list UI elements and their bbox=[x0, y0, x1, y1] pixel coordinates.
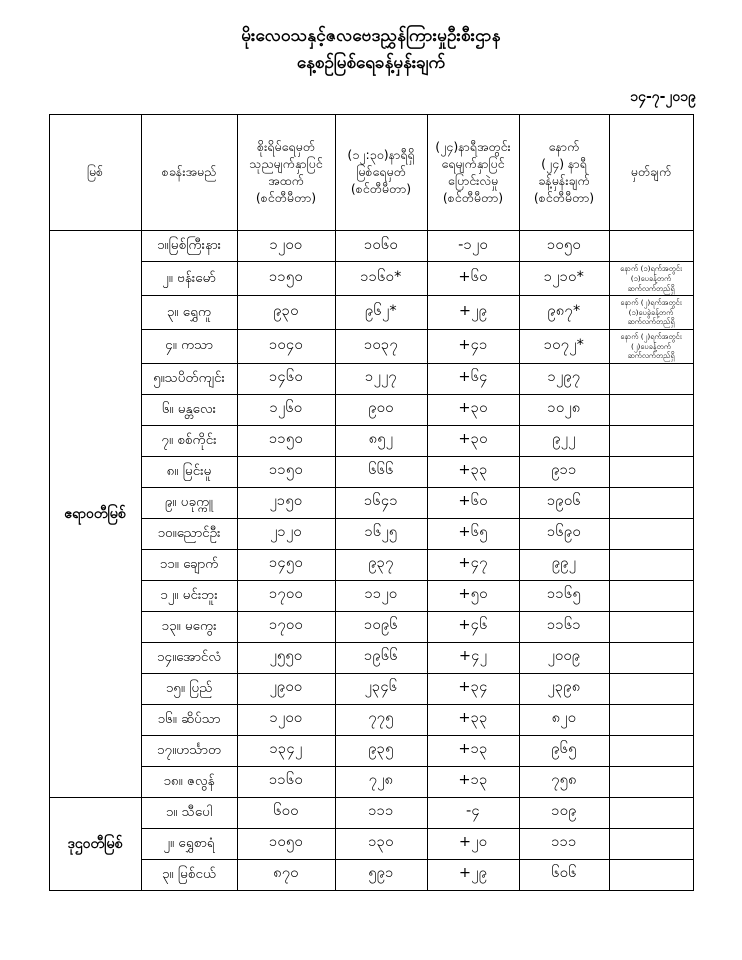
station-name-cell: ၂။ ဗန်းမော် bbox=[141, 262, 237, 296]
current-level-cell: ၁၁၁ bbox=[335, 797, 427, 828]
forecast-unit: (စင်တီမီတာ) bbox=[533, 189, 595, 205]
remark-line: နောက် (၁)ရက်အတွင်း bbox=[620, 264, 682, 274]
change-line3: ပြောင်းလဲမှု bbox=[447, 172, 499, 188]
table-row bbox=[49, 363, 693, 394]
forecast-level-cell: ၁၀၇၂* bbox=[519, 330, 609, 364]
table-row bbox=[49, 487, 693, 518]
level-change-cell: +၁၃ bbox=[427, 766, 519, 797]
danger-level-cell: ၁၄၅၀ bbox=[237, 549, 335, 580]
station-name-cell: ၇။ စစ်ကိုင်း bbox=[141, 425, 237, 456]
forecast-level-cell: ၁၀၅၀ bbox=[519, 231, 609, 262]
level-change-cell: +၄၂ bbox=[427, 642, 519, 673]
current-level-line2: မြစ်ရေမှတ် bbox=[356, 164, 406, 180]
remark-cell bbox=[609, 456, 693, 487]
forecast-level-cell: ၉၁၁ bbox=[519, 456, 609, 487]
remark-cell bbox=[609, 673, 693, 704]
danger-level-cell: ၂၉၀၀ bbox=[237, 673, 335, 704]
remark-cell bbox=[609, 330, 693, 364]
table-row bbox=[49, 456, 693, 487]
forecast-level-cell: ၁၁၁ bbox=[519, 828, 609, 859]
table-row bbox=[49, 296, 693, 330]
table-row bbox=[49, 231, 693, 262]
station-name-cell: ၁၇။ဟင်္သာတ bbox=[141, 735, 237, 766]
danger-level-cell: ၁၁၅၀ bbox=[237, 262, 335, 296]
remark-cell bbox=[609, 797, 693, 828]
current-level-unit: (စင်တီမီတာ) bbox=[350, 181, 412, 197]
danger-level-cell: ၁၄၆၀ bbox=[237, 363, 335, 394]
table-row bbox=[49, 580, 693, 611]
column-header-change bbox=[427, 115, 519, 231]
station-name-cell: ၁၆။ ဆိပ်သာ bbox=[141, 704, 237, 735]
danger-level-cell: ၁၁၅၀ bbox=[237, 456, 335, 487]
level-change-cell: +၅၀ bbox=[427, 580, 519, 611]
table-row bbox=[49, 549, 693, 580]
station-name-cell: ၃။ မြစ်ငယ် bbox=[141, 859, 237, 890]
level-change-cell: +၆၄ bbox=[427, 363, 519, 394]
level-change-cell: +၄၇ bbox=[427, 549, 519, 580]
level-change-cell: +၁၃ bbox=[427, 735, 519, 766]
forecast-level-cell: ၈၂၀ bbox=[519, 704, 609, 735]
danger-level-cell: ၂၅၅၀ bbox=[237, 642, 335, 673]
remark-cell bbox=[609, 549, 693, 580]
column-header-forecast bbox=[519, 115, 609, 231]
river-group-label: ဒုဌဝတီမြစ် bbox=[49, 797, 141, 890]
table-row bbox=[49, 642, 693, 673]
forecast-level-cell: ၉၉၂ bbox=[519, 549, 609, 580]
table-row bbox=[49, 673, 693, 704]
table-row bbox=[49, 394, 693, 425]
station-name-cell: ၉။ ပခုက္ကူ bbox=[141, 487, 237, 518]
danger-level-cell: ၁၂၀၀ bbox=[237, 231, 335, 262]
current-level-cell: ၈၅၂ bbox=[335, 425, 427, 456]
forecast-level-cell: ၁၂၉၇ bbox=[519, 363, 609, 394]
level-change-cell: +၃၃ bbox=[427, 704, 519, 735]
document-date: ၁၄-၇-၂၀၁၉ bbox=[630, 89, 696, 106]
level-change-cell: +၃၃ bbox=[427, 456, 519, 487]
document-header bbox=[0, 0, 742, 75]
column-header-remark: မှတ်ချက် bbox=[609, 115, 693, 231]
danger-level-unit: (စင်တီမီတာ) bbox=[255, 189, 317, 205]
level-change-cell: +၆၅ bbox=[427, 518, 519, 549]
current-level-line1: (၁၂:၃၀)နာရီရှိ bbox=[347, 147, 415, 163]
station-name-cell: ၁၃။ မကွေး bbox=[141, 611, 237, 642]
remark-line: (၁)ပေခွဲခန့်တက် bbox=[628, 307, 674, 317]
station-name-cell: ၁၂။ မင်းဘူး bbox=[141, 580, 237, 611]
danger-level-line2: သုညမျက်နှာပြင် bbox=[249, 155, 323, 171]
danger-level-cell: ၈၇၀ bbox=[237, 859, 335, 890]
column-header-danger-level bbox=[237, 115, 335, 231]
table-row bbox=[49, 704, 693, 735]
forecast-level-cell: ၂၃၉၈ bbox=[519, 673, 609, 704]
remark-cell bbox=[609, 766, 693, 797]
current-level-cell: ၁၀၉၆ bbox=[335, 611, 427, 642]
current-level-cell: ၁၁၂၀ bbox=[335, 580, 427, 611]
station-name-cell: ၁။ သီပေါ bbox=[141, 797, 237, 828]
remark-line: (၂)ပေခန့်တက် bbox=[630, 341, 672, 351]
current-level-cell: ၁၀၆၀ bbox=[335, 231, 427, 262]
current-level-cell: ၉၀၀ bbox=[335, 394, 427, 425]
forecast-level-cell: ၁၆၉၀ bbox=[519, 518, 609, 549]
column-header-river: မြစ် bbox=[49, 115, 141, 231]
current-level-cell: ၆၆၆ bbox=[335, 456, 427, 487]
danger-level-cell: ၁၃၄၂ bbox=[237, 735, 335, 766]
table-row bbox=[49, 330, 693, 364]
table-row bbox=[49, 766, 693, 797]
forecast-level-cell: ၉၈၇* bbox=[519, 296, 609, 330]
forecast-level-cell: ၆၀၆ bbox=[519, 859, 609, 890]
level-change-cell: +၃၄ bbox=[427, 673, 519, 704]
forecast-level-cell: ၁၁၆၅ bbox=[519, 580, 609, 611]
station-name-cell: ၄။ ကသာ bbox=[141, 330, 237, 364]
level-change-cell: +၂၉ bbox=[427, 296, 519, 330]
level-change-cell: +၃၀ bbox=[427, 394, 519, 425]
forecast-level-cell: ၁၂၁၀* bbox=[519, 262, 609, 296]
table-row bbox=[49, 828, 693, 859]
current-level-cell: ၉၃၅ bbox=[335, 735, 427, 766]
remark-cell bbox=[609, 394, 693, 425]
remark-cell bbox=[609, 262, 693, 296]
table-header-row bbox=[49, 115, 693, 231]
table-row bbox=[49, 262, 693, 296]
danger-level-cell: ၂၁၂၀ bbox=[237, 518, 335, 549]
table-row bbox=[49, 518, 693, 549]
station-name-cell: ၁၄။အောင်လံ bbox=[141, 642, 237, 673]
station-name-cell: ၅။သပိတ်ကျင်း bbox=[141, 363, 237, 394]
current-level-cell: ၁၆၂၅ bbox=[335, 518, 427, 549]
remark-line: ဆက်လက်တည်ရှိ bbox=[627, 283, 675, 293]
danger-level-line1: စိုးရိမ်ရေမှတ် bbox=[257, 139, 315, 155]
station-name-cell: ၈။ မြင်းမူ bbox=[141, 456, 237, 487]
remark-cell bbox=[609, 580, 693, 611]
document-subtitle: နေ့စဉ်မြစ်ရေခန့်မှန်းချက် bbox=[296, 52, 446, 73]
current-level-cell: ၇၇၅ bbox=[335, 704, 427, 735]
current-level-cell: ၁၂၂၇ bbox=[335, 363, 427, 394]
remark-cell bbox=[609, 859, 693, 890]
level-change-cell: +၆၀ bbox=[427, 487, 519, 518]
current-level-cell: ၁၁၆၀* bbox=[335, 262, 427, 296]
remark-cell bbox=[609, 296, 693, 330]
current-level-cell: ၉၃၇ bbox=[335, 549, 427, 580]
level-change-cell: +၃၀ bbox=[427, 425, 519, 456]
danger-level-cell: ၁၀၄၀ bbox=[237, 330, 335, 364]
forecast-level-cell: ၉၆၅ bbox=[519, 735, 609, 766]
remark-line: နောက် (၂)ရက်အတွင်း bbox=[620, 298, 682, 308]
table-row bbox=[49, 797, 693, 828]
current-level-cell: ၂၃၄၆ bbox=[335, 673, 427, 704]
current-level-cell: ၅၉၁ bbox=[335, 859, 427, 890]
table-row bbox=[49, 859, 693, 890]
danger-level-cell: ၉၃၀ bbox=[237, 296, 335, 330]
danger-level-cell: ၁၂၆၀ bbox=[237, 394, 335, 425]
forecast-level-cell: ၁၀၉ bbox=[519, 797, 609, 828]
current-level-cell: ၇၂၈ bbox=[335, 766, 427, 797]
station-name-cell: ၆။ မန္တလေး bbox=[141, 394, 237, 425]
danger-level-cell: ၂၁၅၀ bbox=[237, 487, 335, 518]
danger-level-cell: ၁၁၆၀ bbox=[237, 766, 335, 797]
remark-cell bbox=[609, 487, 693, 518]
forecast-level-cell: ၁၉၀၆ bbox=[519, 487, 609, 518]
danger-level-cell: ၁၇၀၀ bbox=[237, 611, 335, 642]
column-header-station: စခန်းအမည် bbox=[141, 115, 237, 231]
level-change-cell: +၄၆ bbox=[427, 611, 519, 642]
river-group-label: ဧရာဝတီမြစ် bbox=[49, 231, 141, 798]
remark-line: နောက် (၂)ရက်အတွင်း bbox=[620, 332, 682, 342]
current-level-cell: ၁၀၃၇ bbox=[335, 330, 427, 364]
level-change-cell: +၆၀ bbox=[427, 262, 519, 296]
table-row bbox=[49, 735, 693, 766]
change-line2: ရေမျက်နှာပြင် bbox=[441, 155, 505, 171]
table-row bbox=[49, 611, 693, 642]
station-name-cell: ၁။မြစ်ကြီးနား bbox=[141, 231, 237, 262]
remark-cell bbox=[609, 611, 693, 642]
forecast-line2: (၂၄) နာရီ bbox=[541, 155, 587, 171]
danger-level-cell: ၁၀၅၀ bbox=[237, 828, 335, 859]
level-change-cell: +၂၉ bbox=[427, 859, 519, 890]
forecast-level-cell: ၁၁၆၁ bbox=[519, 611, 609, 642]
current-level-cell: ၁၃၀ bbox=[335, 828, 427, 859]
forecast-level-cell: ၇၅၈ bbox=[519, 766, 609, 797]
station-name-cell: ၂။ ရွှေစာရံ bbox=[141, 828, 237, 859]
table-body bbox=[49, 231, 693, 891]
danger-level-line3: အထက် bbox=[268, 172, 304, 188]
change-unit: (စင်တီမီတာ) bbox=[442, 189, 504, 205]
remark-line: ဆက်လက်တည်ရှိ bbox=[627, 351, 675, 361]
level-change-cell: +၂၀ bbox=[427, 828, 519, 859]
forecast-level-cell: ၂၀၀၉ bbox=[519, 642, 609, 673]
danger-level-cell: ၁၂၀၀ bbox=[237, 704, 335, 735]
current-level-cell: ၁၆၄၁ bbox=[335, 487, 427, 518]
station-name-cell: ၁၅။ ပြည် bbox=[141, 673, 237, 704]
level-change-cell: -၁၂၀ bbox=[427, 231, 519, 262]
remark-cell bbox=[609, 704, 693, 735]
station-name-cell: ၁၁။ ချောက် bbox=[141, 549, 237, 580]
table-row bbox=[49, 425, 693, 456]
danger-level-cell: ၁၁၅၀ bbox=[237, 425, 335, 456]
forecast-line3: ခန့်မှန်းချက် bbox=[538, 172, 590, 188]
remark-cell bbox=[609, 828, 693, 859]
station-name-cell: ၁၈။ ဇလွန် bbox=[141, 766, 237, 797]
current-level-cell: ၁၉၆၆ bbox=[335, 642, 427, 673]
remark-cell bbox=[609, 642, 693, 673]
current-level-cell: ၉၆၂* bbox=[335, 296, 427, 330]
change-line1: (၂၄)နာရီအတွင်း bbox=[435, 139, 511, 155]
forecast-level-cell: ၁၀၂၈ bbox=[519, 394, 609, 425]
level-change-cell: -၄ bbox=[427, 797, 519, 828]
remark-cell bbox=[609, 231, 693, 262]
remark-line: ဆက်လက်တည်ရှိ bbox=[627, 317, 675, 327]
danger-level-cell: ၁၇၀၀ bbox=[237, 580, 335, 611]
column-header-current-level bbox=[335, 115, 427, 231]
remark-cell bbox=[609, 735, 693, 766]
remark-line: (၁)ပေခန့်တက် bbox=[630, 273, 672, 283]
remark-cell bbox=[609, 363, 693, 394]
station-name-cell: ၃။ ရွှေကူ bbox=[141, 296, 237, 330]
department-title: မိုးလေဝသနှင့်ဇလဗေဒညွှန်ကြားမှုဦးစီးဌာန bbox=[241, 26, 501, 46]
remark-cell bbox=[609, 425, 693, 456]
danger-level-cell: ၆၀၀ bbox=[237, 797, 335, 828]
level-change-cell: +၄၁ bbox=[427, 330, 519, 364]
forecast-line1: နောက် bbox=[548, 139, 580, 155]
forecast-level-cell: ၉၂၂ bbox=[519, 425, 609, 456]
remark-cell bbox=[609, 518, 693, 549]
station-name-cell: ၁၀။ညောင်ဦး bbox=[141, 518, 237, 549]
water-level-table bbox=[49, 114, 694, 891]
